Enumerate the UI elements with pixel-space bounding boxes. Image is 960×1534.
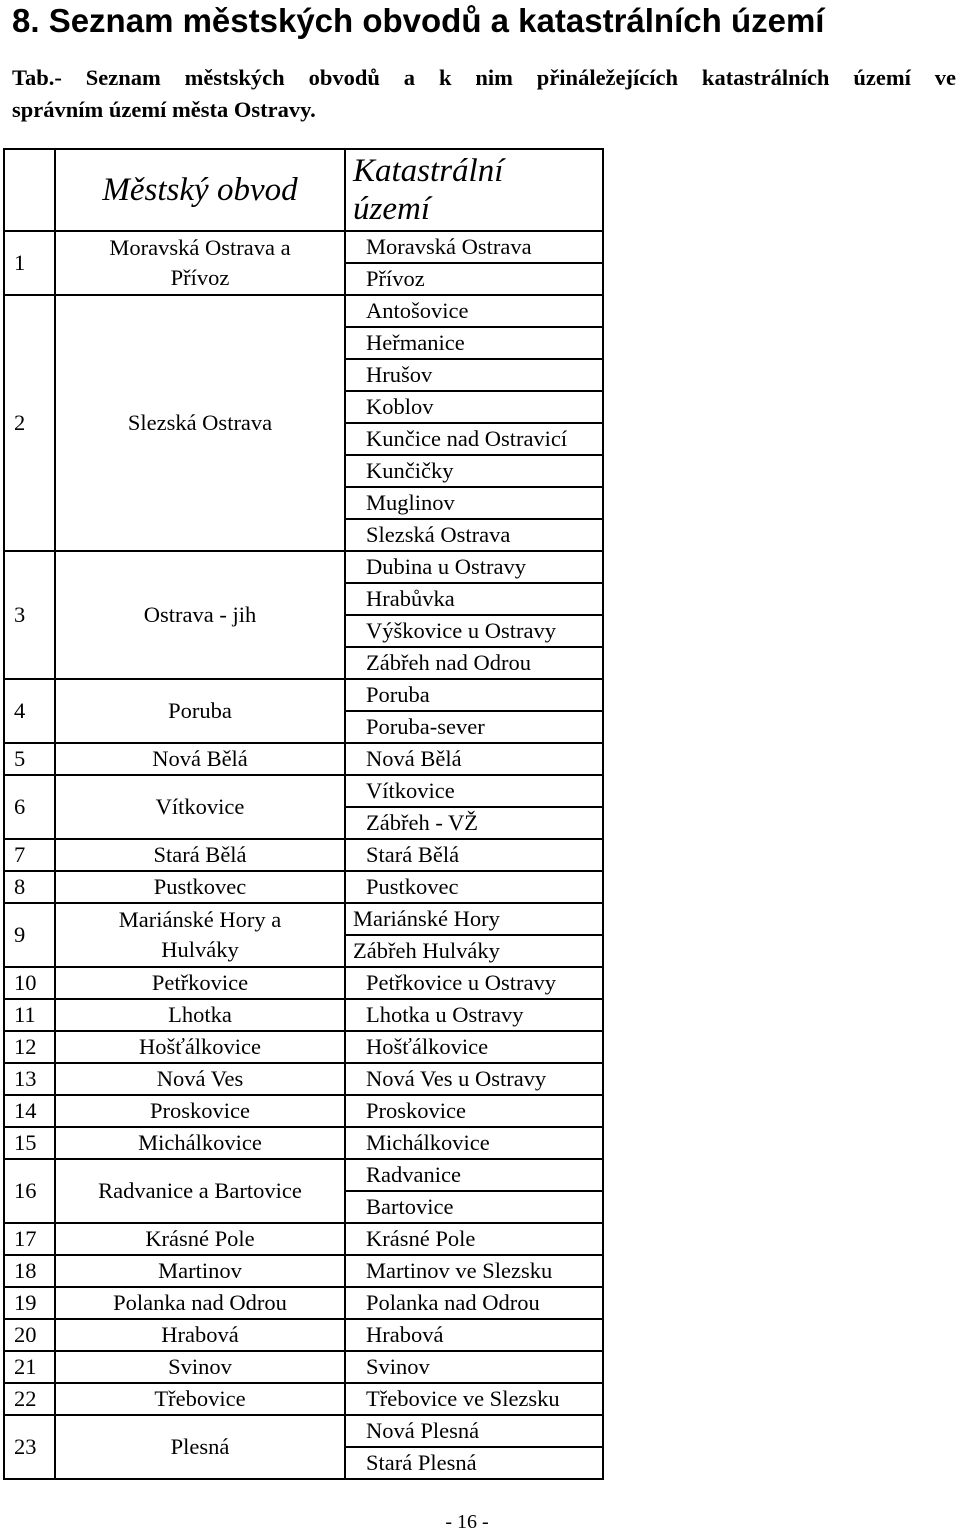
cadastral-territory: Heřmanice	[345, 327, 603, 359]
cadastral-territory: Poruba-sever	[345, 711, 603, 743]
cadastral-territory: Radvanice	[345, 1159, 603, 1191]
cadastral-territory: Stará Bělá	[345, 839, 603, 871]
table-row	[4, 295, 603, 327]
district-name-line: Svinov	[168, 1354, 232, 1379]
table-row	[4, 1063, 603, 1095]
cadastral-territory: Hošťálkovice	[345, 1031, 603, 1063]
district-name	[55, 839, 345, 871]
district-name-line: Nová Bělá	[152, 746, 248, 771]
district-name	[55, 775, 345, 839]
table-row	[4, 1319, 603, 1351]
cadastral-territory: Bartovice	[345, 1191, 603, 1223]
cadastral-territory: Zábřeh nad Odrou	[345, 647, 603, 679]
cadastral-territory: Nová Plesná	[345, 1415, 603, 1447]
page-number: - 16 -	[445, 1511, 489, 1533]
district-number: 9	[4, 903, 55, 967]
cadastral-territory: Dubina u Ostravy	[345, 551, 603, 583]
cadastral-territory: Pustkovec	[345, 871, 603, 903]
table-row	[4, 967, 603, 999]
caption-line-1: Tab.- Seznam městských obvodů a k nim přináležejících katastrálních území ve	[12, 65, 956, 90]
district-name-line: Pustkovec	[153, 874, 247, 899]
district-number: 21	[4, 1351, 55, 1383]
cadastral-territory: Hrabová	[345, 1319, 603, 1351]
cadastral-territory: Nová Ves u Ostravy	[345, 1063, 603, 1095]
district-number: 19	[4, 1287, 55, 1319]
district-name-line: Petřkovice	[151, 970, 249, 995]
cadastral-territory: Slezská Ostrava	[345, 519, 603, 551]
district-number: 15	[4, 1127, 55, 1159]
district-number: 4	[4, 679, 55, 743]
district-name	[55, 1127, 345, 1159]
cadastral-territory: Nová Bělá	[345, 743, 603, 775]
district-name-line: Michálkovice	[138, 1130, 262, 1155]
district-name	[55, 1383, 345, 1415]
table-row	[4, 871, 603, 903]
district-name-line: Poruba	[168, 698, 232, 723]
district-name-line: Radvanice a Bartovice	[98, 1178, 302, 1203]
district-name	[55, 1319, 345, 1351]
cadastral-territory: Třebovice ve Slezsku	[345, 1383, 603, 1415]
district-number: 8	[4, 871, 55, 903]
cadastral-territory: Martinov ve Slezsku	[345, 1255, 603, 1287]
district-name-line: Polanka nad Odrou	[113, 1290, 287, 1315]
table-row	[4, 231, 603, 263]
district-name-line: Plesná	[170, 1434, 230, 1459]
district-number: 10	[4, 967, 55, 999]
district-name	[55, 871, 345, 903]
cadastral-territory: Vítkovice	[345, 775, 603, 807]
caption-line-2: správním území města Ostravy.	[12, 97, 316, 122]
district-name	[55, 551, 345, 679]
district-name	[55, 743, 345, 775]
table-row	[4, 551, 603, 583]
district-name	[55, 1031, 345, 1063]
district-name	[55, 903, 345, 967]
cadastral-territory: Polanka nad Odrou	[345, 1287, 603, 1319]
district-name	[55, 1159, 345, 1223]
district-name-line: Nová Ves	[156, 1066, 244, 1091]
table-row	[4, 1127, 603, 1159]
header-cadastral-line-1: Katastrální	[353, 153, 504, 189]
table-caption	[12, 62, 956, 126]
district-number: 11	[4, 999, 55, 1031]
district-number: 20	[4, 1319, 55, 1351]
district-name-line: Slezská Ostrava	[127, 410, 273, 435]
cadastral-territory: Přívoz	[345, 263, 603, 295]
district-number: 22	[4, 1383, 55, 1415]
table-row	[4, 839, 603, 871]
header-cadastral	[345, 149, 603, 231]
cadastral-territory: Muglinov	[345, 487, 603, 519]
district-number: 6	[4, 775, 55, 839]
cadastral-territory: Proskovice	[345, 1095, 603, 1127]
district-number: 5	[4, 743, 55, 775]
district-number: 2	[4, 295, 55, 551]
district-name-line: Vítkovice	[155, 794, 245, 819]
table-row	[4, 679, 603, 711]
cadastral-territory: Zábřeh - VŽ	[345, 807, 603, 839]
district-name	[55, 1287, 345, 1319]
district-number: 23	[4, 1415, 55, 1479]
cadastral-territory: Moravská Ostrava	[345, 231, 603, 263]
header-district: Městský obvod	[55, 149, 345, 231]
district-name	[55, 1095, 345, 1127]
district-name-line: Ostrava - jih	[143, 602, 257, 627]
district-number: 1	[4, 231, 55, 295]
district-name	[55, 1223, 345, 1255]
cadastral-territory: Michálkovice	[345, 1127, 603, 1159]
table-row	[4, 1223, 603, 1255]
cadastral-territory: Výškovice u Ostravy	[345, 615, 603, 647]
cadastral-territory: Lhotka u Ostravy	[345, 999, 603, 1031]
cadastral-territory: Zábřeh Hulváky	[345, 935, 603, 967]
table-row	[4, 1095, 603, 1127]
district-number: 13	[4, 1063, 55, 1095]
table-row	[4, 999, 603, 1031]
district-name-line: Moravská Ostrava a	[109, 235, 291, 260]
district-name	[55, 295, 345, 551]
table-body	[4, 231, 603, 1479]
district-number: 17	[4, 1223, 55, 1255]
table-row	[4, 1159, 603, 1191]
district-name	[55, 1351, 345, 1383]
cadastral-territory: Hrušov	[345, 359, 603, 391]
table-row	[4, 903, 603, 935]
district-name	[55, 1255, 345, 1287]
table-row	[4, 775, 603, 807]
district-name-line: Lhotka	[168, 1002, 232, 1027]
district-name-line: Martinov	[158, 1258, 242, 1283]
table-header-row	[4, 149, 603, 231]
district-number: 14	[4, 1095, 55, 1127]
district-name	[55, 1415, 345, 1479]
cadastral-territory: Svinov	[345, 1351, 603, 1383]
cadastral-territory: Kunčice nad Ostravicí	[345, 423, 603, 455]
table-row	[4, 743, 603, 775]
district-number: 7	[4, 839, 55, 871]
cadastral-territory: Hrabůvka	[345, 583, 603, 615]
cadastral-territory: Stará Plesná	[345, 1447, 603, 1479]
cadastral-territory: Mariánské Hory	[345, 903, 603, 935]
cadastral-territory: Koblov	[345, 391, 603, 423]
district-name-line: Třebovice	[154, 1386, 246, 1411]
district-number: 12	[4, 1031, 55, 1063]
district-name-line: Proskovice	[150, 1098, 250, 1123]
table-row	[4, 1415, 603, 1447]
district-number: 16	[4, 1159, 55, 1223]
district-name	[55, 231, 345, 295]
district-name-line: Hulváky	[161, 937, 239, 962]
cadastral-territory: Kunčičky	[345, 455, 603, 487]
district-name-line: Hrabová	[161, 1322, 239, 1347]
district-name-line: Mariánské Hory a	[118, 907, 282, 932]
table-row	[4, 1383, 603, 1415]
cadastral-territory: Antošovice	[345, 295, 603, 327]
header-cadastral-line-2: území	[353, 191, 430, 227]
cadastral-territory: Poruba	[345, 679, 603, 711]
district-number: 18	[4, 1255, 55, 1287]
district-name	[55, 1063, 345, 1095]
section-heading: 8. Seznam městských obvodů a katastrálních území	[12, 2, 825, 39]
cadastral-territory: Krásné Pole	[345, 1223, 603, 1255]
district-name-line: Hošťálkovice	[138, 1034, 262, 1059]
district-name	[55, 679, 345, 743]
districts-table	[3, 148, 604, 1480]
cadastral-territory: Petřkovice u Ostravy	[345, 967, 603, 999]
district-name-line: Přívoz	[170, 265, 230, 290]
header-number	[4, 149, 55, 231]
table-row	[4, 1255, 603, 1287]
table-row	[4, 1351, 603, 1383]
district-name	[55, 999, 345, 1031]
district-name-line: Krásné Pole	[145, 1226, 255, 1251]
table-row	[4, 1287, 603, 1319]
district-number: 3	[4, 551, 55, 679]
district-name	[55, 967, 345, 999]
table-row	[4, 1031, 603, 1063]
district-name-line: Stará Bělá	[153, 842, 247, 867]
